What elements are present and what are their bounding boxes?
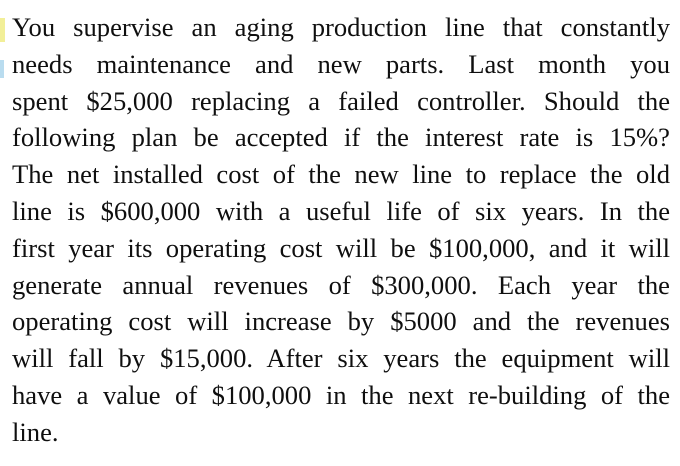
text-line: generate annual revenues of $300,000. Each year the	[12, 269, 670, 300]
text-line: line is $600,000 with a useful life of six years. In the	[12, 195, 670, 226]
text-line: first year its operating cost will be $100,000, and it will	[12, 232, 670, 263]
text-line: following plan be accepted if the interest rate is 15%?	[12, 122, 670, 153]
text-line: operating cost will increase by $5000 and the revenues	[12, 306, 670, 337]
highlight-mark	[0, 18, 5, 42]
margin-marker	[0, 60, 4, 78]
text-line: line.	[12, 416, 59, 447]
text-line: You supervise an aging production line that constantly	[12, 12, 670, 42]
text-line: spent $25,000 replacing a failed controller. Should the	[12, 85, 670, 116]
text-line: The net installed cost of the new line to replace the old	[12, 159, 670, 190]
problem-statement	[12, 9, 670, 451]
text-line: will fall by $15,000. After six years the equipment will	[12, 343, 670, 374]
text-line: needs maintenance and new parts. Last month you	[12, 48, 670, 79]
text-line: have a value of $100,000 in the next re-building of the	[12, 379, 670, 410]
